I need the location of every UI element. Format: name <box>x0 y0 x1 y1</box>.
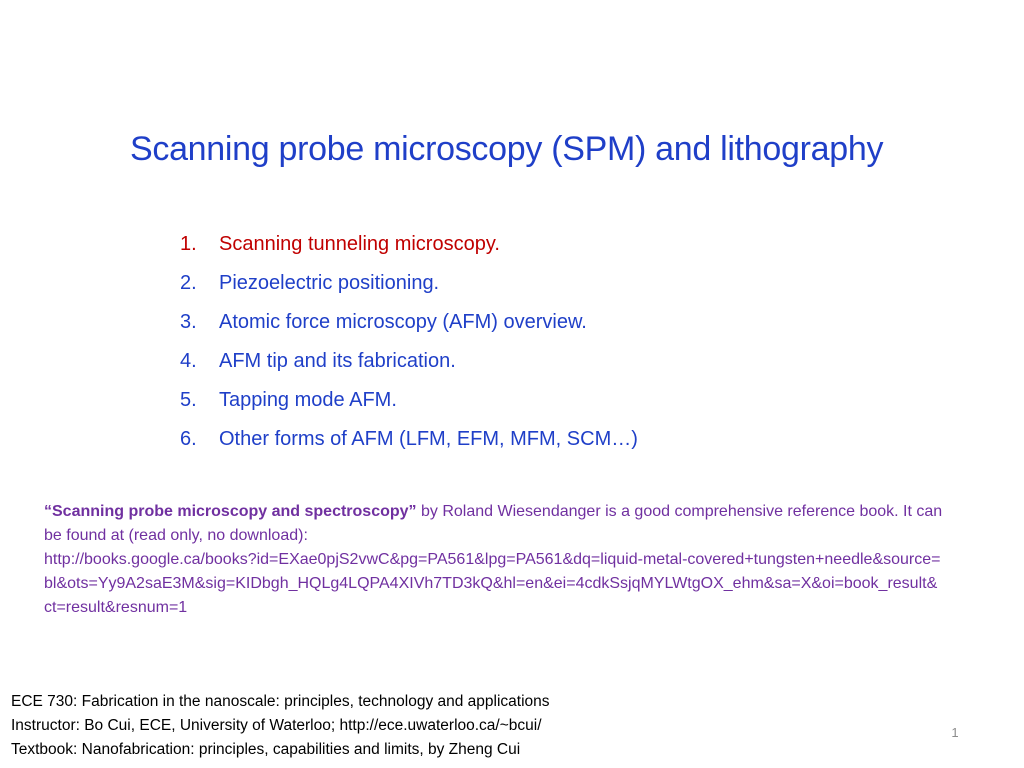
outline-item-number: 6. <box>180 428 197 450</box>
footer-instructor: Instructor: Bo Cui, ECE, University of Waterloo; http://ece.uwaterloo.ca/~bcui/ <box>11 717 542 734</box>
course-footer <box>11 690 550 762</box>
outline-item <box>180 226 638 265</box>
outline-item-number: 1. <box>180 233 197 255</box>
outline-item <box>180 343 638 382</box>
footer-course: ECE 730: Fabrication in the nanoscale: principles, technology and applications <box>11 693 550 710</box>
outline-item <box>180 421 638 460</box>
outline-item-text: Scanning tunneling microscopy. <box>219 233 500 255</box>
footer-textbook: Textbook: Nanofabrication: principles, capabilities and limits, by Zheng Cui <box>11 741 521 758</box>
reference-book-title: “Scanning probe microscopy and spectroscopy” <box>44 503 417 520</box>
outline-item-text: Other forms of AFM (LFM, EFM, MFM, SCM…) <box>219 428 638 450</box>
reference-note <box>44 500 944 620</box>
outline-item-text: Piezoelectric positioning. <box>219 272 440 294</box>
outline-item-number: 5. <box>180 389 197 411</box>
outline-list <box>180 226 638 460</box>
page-number: 1 <box>951 725 959 740</box>
reference-description: by Roland Wiesendanger is a good comprehensive reference book. It can be found at (read only, no download): <box>44 503 943 544</box>
reference-url-link[interactable]: http://books.google.ca/books?id=EXae0pjS2vwC&pg=PA561&lpg=PA561&dq=liquid-metal-covered+tungsten+needle&source=bl&ots=Yy9A2saE3M&sig=KIDbgh_HQLg4LQPA4XIVh7TD3kQ&hl=en&ei=4cdkSsjqMYLWtgOX_ehm&sa=X&oi=book_result&ct=result&resnum=1 <box>44 551 941 616</box>
outline-item <box>180 304 638 343</box>
slide-title: Scanning probe microscopy (SPM) and lithography <box>130 130 884 168</box>
outline-item-text: Tapping mode AFM. <box>219 389 397 411</box>
outline-item-text: Atomic force microscopy (AFM) overview. <box>219 311 587 333</box>
outline-item-number: 3. <box>180 311 197 333</box>
outline-item <box>180 382 638 421</box>
outline-item-number: 4. <box>180 350 197 372</box>
outline-item-number: 2. <box>180 272 197 294</box>
outline-item-text: AFM tip and its fabrication. <box>219 350 456 372</box>
outline-item <box>180 265 638 304</box>
